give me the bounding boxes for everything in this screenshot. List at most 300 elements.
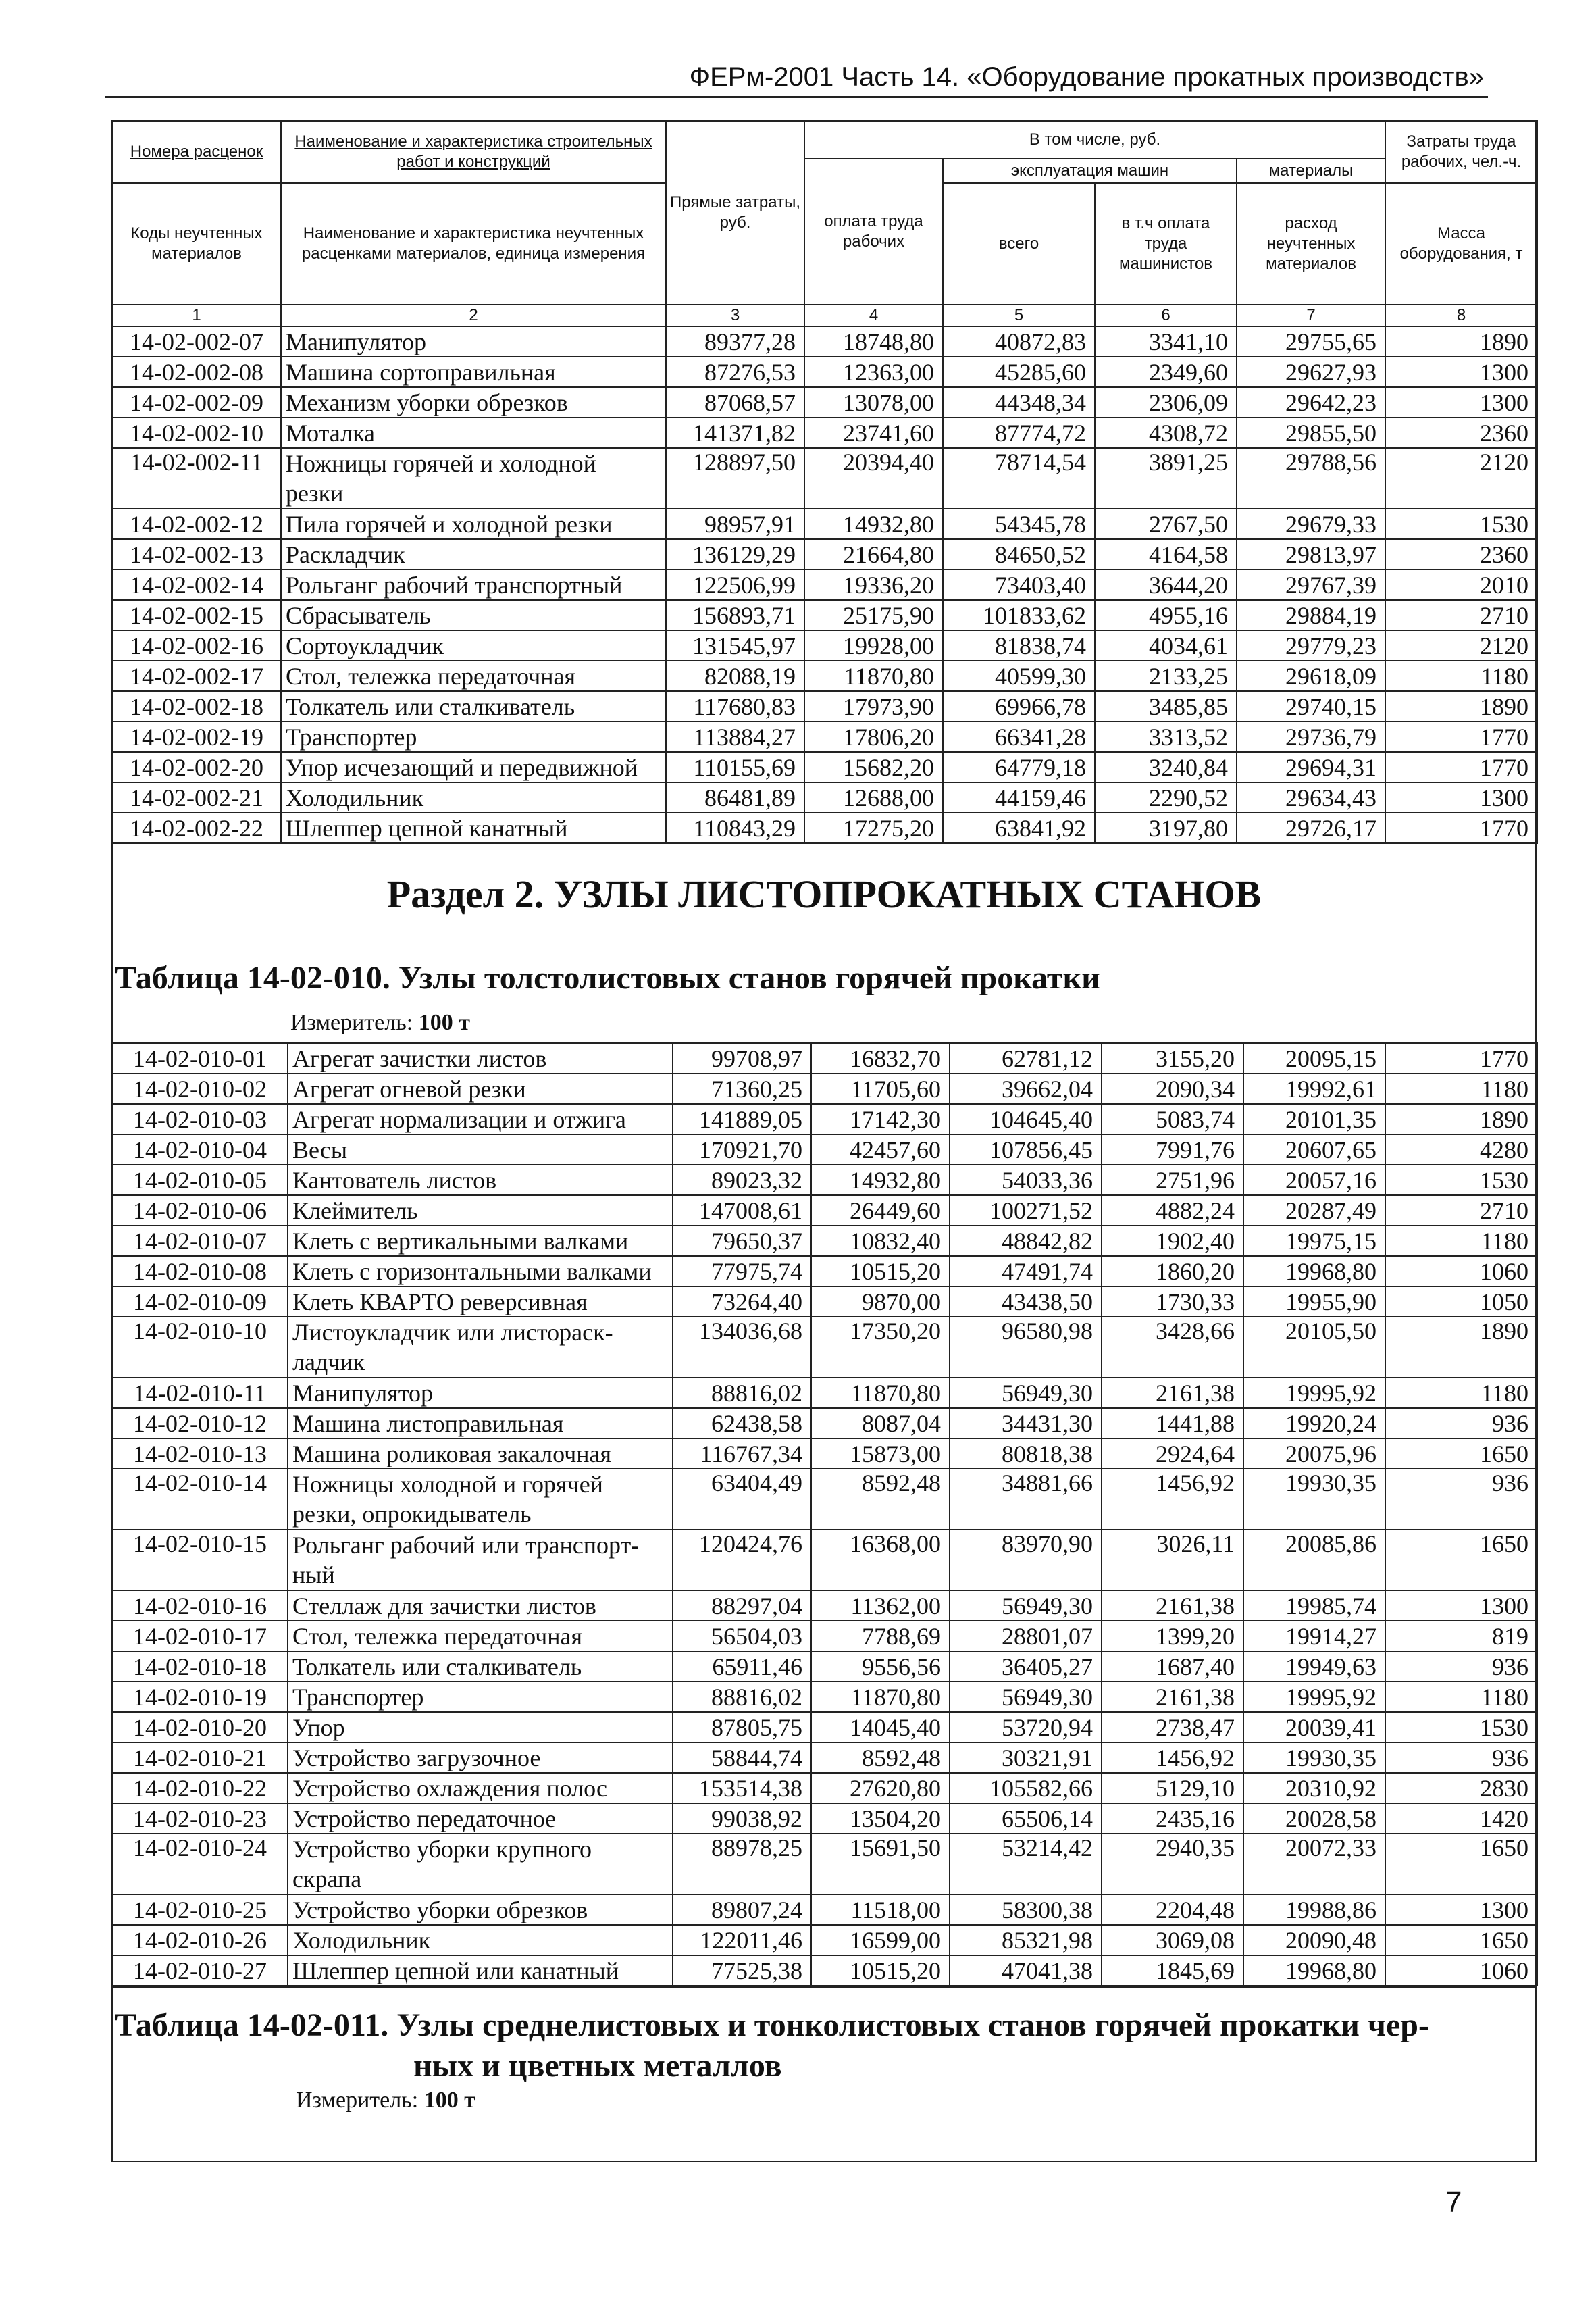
running-header <box>105 58 1488 98</box>
labor-pay-cell: 19928,00 <box>804 630 943 661</box>
machines-total-cell: 104645,40 <box>950 1104 1102 1134</box>
labor-hours-cell: 1530 <box>1385 1712 1537 1742</box>
labor-hours-cell: 1180 <box>1385 661 1537 691</box>
labor-pay-cell: 15873,00 <box>811 1438 950 1469</box>
rates-table-main <box>111 120 1538 844</box>
machines-total-cell: 48842,82 <box>950 1226 1102 1256</box>
machinist-pay-cell: 1399,20 <box>1102 1621 1243 1651</box>
machines-total-cell: 101833,62 <box>943 600 1095 630</box>
labor-hours-cell: 1300 <box>1385 357 1537 387</box>
direct-costs-cell: 82088,19 <box>666 661 804 691</box>
machinist-pay-cell: 2161,38 <box>1102 1378 1243 1408</box>
machines-total-cell: 80818,38 <box>950 1438 1102 1469</box>
machines-total-cell: 62781,12 <box>950 1043 1102 1074</box>
work-name-cell: Сортоукладчик <box>281 630 666 661</box>
col5-header: всего <box>943 183 1095 305</box>
direct-costs-cell: 170921,70 <box>673 1134 811 1165</box>
labor-hours-cell: 1650 <box>1385 1530 1537 1590</box>
labor-hours-cell: 1530 <box>1385 509 1537 539</box>
direct-costs-cell: 120424,76 <box>673 1530 811 1590</box>
labor-pay-cell: 17275,20 <box>804 813 943 843</box>
materials-usage-cell: 29726,17 <box>1237 813 1385 843</box>
materials-usage-cell: 29642,23 <box>1237 387 1385 418</box>
table-row <box>112 1590 1537 1621</box>
materials-usage-cell: 19985,74 <box>1243 1590 1385 1621</box>
work-name-cell: Моталка <box>281 418 666 448</box>
materials-header: материалы <box>1237 159 1385 183</box>
materials-usage-cell: 19988,86 <box>1243 1894 1385 1925</box>
labor-hours-cell: 936 <box>1385 1469 1537 1530</box>
rate-code-cell: 14-02-010-15 <box>112 1530 288 1590</box>
materials-usage-cell: 29740,15 <box>1237 691 1385 722</box>
machinist-pay-cell: 2435,16 <box>1102 1803 1243 1834</box>
rate-code-cell: 14-02-010-07 <box>112 1226 288 1256</box>
labor-hours-cell: 4280 <box>1385 1134 1537 1165</box>
machines-total-cell: 53214,42 <box>950 1834 1102 1894</box>
col1-header-bottom: Коды неучтенных материалов <box>112 183 281 305</box>
materials-usage-cell: 20090,48 <box>1243 1925 1385 1955</box>
machines-total-cell: 66341,28 <box>943 722 1095 752</box>
table-14-02-010 <box>111 1042 1538 1986</box>
work-name-cell: Устройство загрузочное <box>288 1742 673 1773</box>
machines-total-cell: 85321,98 <box>950 1925 1102 1955</box>
machines-total-cell: 81838,74 <box>943 630 1095 661</box>
rate-code-cell: 14-02-002-08 <box>112 357 281 387</box>
machines-total-cell: 56949,30 <box>950 1378 1102 1408</box>
labor-hours-cell: 1180 <box>1385 1378 1537 1408</box>
machinist-pay-cell: 1687,40 <box>1102 1651 1243 1682</box>
direct-costs-cell: 99038,92 <box>673 1803 811 1834</box>
table-row <box>112 1165 1537 1195</box>
machines-total-cell: 39662,04 <box>950 1074 1102 1104</box>
machinist-pay-cell: 2751,96 <box>1102 1165 1243 1195</box>
rate-code-cell: 14-02-002-12 <box>112 509 281 539</box>
rate-code-cell: 14-02-010-17 <box>112 1621 288 1651</box>
materials-usage-cell: 19930,35 <box>1243 1742 1385 1773</box>
direct-costs-cell: 71360,25 <box>673 1074 811 1104</box>
work-name-cell: Раскладчик <box>281 539 666 570</box>
machinist-pay-cell: 3155,20 <box>1102 1043 1243 1074</box>
work-name-cell: Ножницы горячей и холодной резки <box>281 448 666 509</box>
rate-code-cell: 14-02-010-06 <box>112 1195 288 1226</box>
machines-total-cell: 34431,30 <box>950 1408 1102 1438</box>
group-header: В том числе, руб. <box>804 121 1385 159</box>
labor-hours-cell: 1300 <box>1385 782 1537 813</box>
machinist-pay-cell: 3069,08 <box>1102 1925 1243 1955</box>
machinist-pay-cell: 4164,58 <box>1095 539 1237 570</box>
materials-usage-cell: 29884,19 <box>1237 600 1385 630</box>
work-name-cell: Рольганг рабочий или транспорт-ный <box>288 1530 673 1590</box>
machinist-pay-cell: 2767,50 <box>1095 509 1237 539</box>
work-name-cell: Устройство уборки обрезков <box>288 1894 673 1925</box>
labor-hours-cell: 819 <box>1385 1621 1537 1651</box>
machines-total-cell: 45285,60 <box>943 357 1095 387</box>
materials-usage-cell: 20085,86 <box>1243 1530 1385 1590</box>
machinist-pay-cell: 2290,52 <box>1095 782 1237 813</box>
table-row <box>112 1226 1537 1256</box>
labor-hours-cell: 2120 <box>1385 448 1537 509</box>
labor-pay-cell: 12363,00 <box>804 357 943 387</box>
machines-total-cell: 107856,45 <box>950 1134 1102 1165</box>
work-name-cell: Толкатель или сталкиватель <box>281 691 666 722</box>
table-c-bottom-rule <box>111 2161 1537 2162</box>
labor-hours-cell: 936 <box>1385 1408 1537 1438</box>
labor-pay-cell: 16599,00 <box>811 1925 950 1955</box>
materials-usage-cell: 20287,49 <box>1243 1195 1385 1226</box>
running-title: ФЕРм-2001 Часть 14. «Оборудование прокатных производств» <box>689 62 1484 92</box>
materials-usage-cell: 20095,15 <box>1243 1043 1385 1074</box>
rate-code-cell: 14-02-002-11 <box>112 448 281 509</box>
rate-code-cell: 14-02-002-17 <box>112 661 281 691</box>
materials-usage-cell: 19995,92 <box>1243 1682 1385 1712</box>
machines-total-cell: 28801,07 <box>950 1621 1102 1651</box>
materials-usage-cell: 19968,80 <box>1243 1256 1385 1286</box>
labor-pay-cell: 42457,60 <box>811 1134 950 1165</box>
machines-total-cell: 47041,38 <box>950 1955 1102 1986</box>
direct-costs-cell: 88816,02 <box>673 1682 811 1712</box>
direct-costs-cell: 62438,58 <box>673 1408 811 1438</box>
direct-costs-cell: 65911,46 <box>673 1651 811 1682</box>
machinist-pay-cell: 5129,10 <box>1102 1773 1243 1803</box>
machines-total-cell: 63841,92 <box>943 813 1095 843</box>
table-row <box>112 539 1537 570</box>
machinist-pay-cell: 4034,61 <box>1095 630 1237 661</box>
machinist-pay-cell: 2133,25 <box>1095 661 1237 691</box>
work-name-cell: Агрегат нормализации и отжига <box>288 1104 673 1134</box>
labor-pay-cell: 27620,80 <box>811 1773 950 1803</box>
rate-code-cell: 14-02-010-24 <box>112 1834 288 1894</box>
machines-total-cell: 40599,30 <box>943 661 1095 691</box>
work-name-cell: Агрегат огневой резки <box>288 1074 673 1104</box>
labor-hours-cell: 2120 <box>1385 630 1537 661</box>
labor-pay-cell: 9870,00 <box>811 1286 950 1317</box>
machines-total-cell: 56949,30 <box>950 1590 1102 1621</box>
work-name-cell: Упор исчезающий и передвижной <box>281 752 666 782</box>
materials-usage-cell: 29694,31 <box>1237 752 1385 782</box>
table-row <box>112 1104 1537 1134</box>
machines-total-cell: 40872,83 <box>943 326 1095 357</box>
materials-usage-cell: 29755,65 <box>1237 326 1385 357</box>
table-row <box>112 1834 1537 1894</box>
labor-hours-cell: 1770 <box>1385 813 1537 843</box>
rate-code-cell: 14-02-010-10 <box>112 1317 288 1378</box>
machines-total-cell: 56949,30 <box>950 1682 1102 1712</box>
labor-pay-cell: 15682,20 <box>804 752 943 782</box>
machinist-pay-cell: 3644,20 <box>1095 570 1237 600</box>
col7-header: расход неучтенных материалов <box>1237 183 1385 305</box>
machinist-pay-cell: 3026,11 <box>1102 1530 1243 1590</box>
machines-total-cell: 64779,18 <box>943 752 1095 782</box>
materials-usage-cell: 29813,97 <box>1237 539 1385 570</box>
direct-costs-cell: 58844,74 <box>673 1742 811 1773</box>
labor-pay-cell: 11518,00 <box>811 1894 950 1925</box>
materials-usage-cell: 20310,92 <box>1243 1773 1385 1803</box>
work-name-cell: Пила горячей и холодной резки <box>281 509 666 539</box>
work-name-cell: Шлеппер цепной или канатный <box>288 1955 673 1986</box>
rate-code-cell: 14-02-010-02 <box>112 1074 288 1104</box>
materials-usage-cell: 29627,93 <box>1237 357 1385 387</box>
work-name-cell: Шлеппер цепной канатный <box>281 813 666 843</box>
machinist-pay-cell: 1902,40 <box>1102 1226 1243 1256</box>
direct-costs-cell: 86481,89 <box>666 782 804 813</box>
labor-hours-cell: 1650 <box>1385 1925 1537 1955</box>
materials-usage-cell: 19949,63 <box>1243 1651 1385 1682</box>
col4-header: оплата труда рабочих <box>804 159 943 305</box>
labor-hours-cell: 1180 <box>1385 1226 1537 1256</box>
machines-total-cell: 54345,78 <box>943 509 1095 539</box>
direct-costs-cell: 88816,02 <box>673 1378 811 1408</box>
table-row <box>112 1894 1537 1925</box>
rate-code-cell: 14-02-010-01 <box>112 1043 288 1074</box>
table-row <box>112 1712 1537 1742</box>
materials-usage-cell: 29779,23 <box>1237 630 1385 661</box>
col3-header: Прямые затраты, руб. <box>666 121 804 305</box>
rate-code-cell: 14-02-002-18 <box>112 691 281 722</box>
labor-pay-cell: 11870,80 <box>804 661 943 691</box>
labor-pay-cell: 11362,00 <box>811 1590 950 1621</box>
labor-pay-cell: 15691,50 <box>811 1834 950 1894</box>
table-c-title-line1: Таблица 14-02-011. Узлы среднелистовых и тонколистовых станов горячей прокатки чер- <box>115 2007 1429 2043</box>
rate-code-cell: 14-02-002-16 <box>112 630 281 661</box>
labor-hours-cell: 1770 <box>1385 1043 1537 1074</box>
materials-usage-cell: 19992,61 <box>1243 1074 1385 1104</box>
table-row <box>112 1256 1537 1286</box>
direct-costs-cell: 131545,97 <box>666 630 804 661</box>
machines-total-cell: 44159,46 <box>943 782 1095 813</box>
work-name-cell: Машина листоправильная <box>288 1408 673 1438</box>
work-name-cell: Стол, тележка передаточная <box>288 1621 673 1651</box>
labor-pay-cell: 14932,80 <box>811 1165 950 1195</box>
labor-pay-cell: 21664,80 <box>804 539 943 570</box>
direct-costs-cell: 89023,32 <box>673 1165 811 1195</box>
work-name-cell: Весы <box>288 1134 673 1165</box>
rate-code-cell: 14-02-002-13 <box>112 539 281 570</box>
machinist-pay-cell: 2306,09 <box>1095 387 1237 418</box>
direct-costs-cell: 153514,38 <box>673 1773 811 1803</box>
machines-total-cell: 96580,98 <box>950 1317 1102 1378</box>
machinist-pay-cell: 4955,16 <box>1095 600 1237 630</box>
materials-usage-cell: 20057,16 <box>1243 1165 1385 1195</box>
rate-code-cell: 14-02-002-07 <box>112 326 281 357</box>
machines-total-cell: 30321,91 <box>950 1742 1102 1773</box>
machinist-pay-cell: 2940,35 <box>1102 1834 1243 1894</box>
table-row <box>112 509 1537 539</box>
labor-pay-cell: 8592,48 <box>811 1469 950 1530</box>
machines-total-cell: 87774,72 <box>943 418 1095 448</box>
work-name-cell: Клеймитель <box>288 1195 673 1226</box>
rate-code-cell: 14-02-010-26 <box>112 1925 288 1955</box>
work-name-cell: Холодильник <box>288 1925 673 1955</box>
rate-code-cell: 14-02-010-16 <box>112 1590 288 1621</box>
machinist-pay-cell: 4308,72 <box>1095 418 1237 448</box>
labor-pay-cell: 25175,90 <box>804 600 943 630</box>
labor-hours-cell: 2710 <box>1385 1195 1537 1226</box>
labor-hours-cell: 1060 <box>1385 1955 1537 1986</box>
materials-usage-cell: 19968,80 <box>1243 1955 1385 1986</box>
table-row <box>112 782 1537 813</box>
materials-usage-cell: 29679,33 <box>1237 509 1385 539</box>
direct-costs-cell: 89377,28 <box>666 326 804 357</box>
table-row <box>112 722 1537 752</box>
work-name-cell: Транспортер <box>288 1682 673 1712</box>
rate-code-cell: 14-02-010-04 <box>112 1134 288 1165</box>
direct-costs-cell: 141371,82 <box>666 418 804 448</box>
labor-hours-cell: 1650 <box>1385 1438 1537 1469</box>
rate-code-cell: 14-02-002-09 <box>112 387 281 418</box>
labor-pay-cell: 16832,70 <box>811 1043 950 1074</box>
table-row <box>112 357 1537 387</box>
materials-usage-cell: 20105,50 <box>1243 1317 1385 1378</box>
rate-code-cell: 14-02-002-15 <box>112 600 281 630</box>
rate-code-cell: 14-02-002-21 <box>112 782 281 813</box>
machinist-pay-cell: 2349,60 <box>1095 357 1237 387</box>
labor-pay-cell: 23741,60 <box>804 418 943 448</box>
labor-pay-cell: 18748,80 <box>804 326 943 357</box>
machinist-pay-cell: 5083,74 <box>1102 1104 1243 1134</box>
table-row <box>112 1621 1537 1651</box>
table-row <box>112 1043 1537 1074</box>
table-row <box>112 661 1537 691</box>
table-row <box>112 1438 1537 1469</box>
labor-hours-cell: 1890 <box>1385 1317 1537 1378</box>
materials-usage-cell: 20101,35 <box>1243 1104 1385 1134</box>
machinist-pay-cell: 2204,48 <box>1102 1894 1243 1925</box>
table-row <box>112 326 1537 357</box>
machines-total-cell: 73403,40 <box>943 570 1095 600</box>
work-name-cell: Манипулятор <box>288 1378 673 1408</box>
machinist-pay-cell: 3313,52 <box>1095 722 1237 752</box>
table-row <box>112 1773 1537 1803</box>
direct-costs-cell: 110155,69 <box>666 752 804 782</box>
labor-pay-cell: 8087,04 <box>811 1408 950 1438</box>
direct-costs-cell: 117680,83 <box>666 691 804 722</box>
machines-total-cell: 54033,36 <box>950 1165 1102 1195</box>
machinist-pay-cell: 1441,88 <box>1102 1408 1243 1438</box>
rate-code-cell: 14-02-010-23 <box>112 1803 288 1834</box>
labor-pay-cell: 7788,69 <box>811 1621 950 1651</box>
machines-total-cell: 43438,50 <box>950 1286 1102 1317</box>
col2-header-top: Наименование и характеристика строительных работ и конструкций <box>281 121 666 183</box>
work-name-cell: Упор <box>288 1712 673 1742</box>
direct-costs-cell: 99708,97 <box>673 1043 811 1074</box>
machines-total-cell: 100271,52 <box>950 1195 1102 1226</box>
page-number: 7 <box>1445 2186 1462 2219</box>
rate-code-cell: 14-02-010-19 <box>112 1682 288 1712</box>
labor-hours-cell: 2830 <box>1385 1773 1537 1803</box>
rate-code-cell: 14-02-010-11 <box>112 1378 288 1408</box>
labor-hours-cell: 1770 <box>1385 722 1537 752</box>
work-name-cell: Кантователь листов <box>288 1165 673 1195</box>
table-row <box>112 1651 1537 1682</box>
work-name-cell: Листоукладчик или листораск-ладчик <box>288 1317 673 1378</box>
work-name-cell: Холодильник <box>281 782 666 813</box>
labor-pay-cell: 17142,30 <box>811 1104 950 1134</box>
machines-total-cell: 58300,38 <box>950 1894 1102 1925</box>
rate-code-cell: 14-02-002-20 <box>112 752 281 782</box>
table-row <box>112 1682 1537 1712</box>
labor-pay-cell: 10832,40 <box>811 1226 950 1256</box>
machines-total-cell: 83970,90 <box>950 1530 1102 1590</box>
machines-total-cell: 105582,66 <box>950 1773 1102 1803</box>
rate-code-cell: 14-02-010-09 <box>112 1286 288 1317</box>
labor-hours-cell: 1050 <box>1385 1286 1537 1317</box>
machinist-pay-cell: 2090,34 <box>1102 1074 1243 1104</box>
col1-header-top: Номера расценок <box>112 121 281 183</box>
labor-hours-cell: 2710 <box>1385 600 1537 630</box>
materials-usage-cell: 20607,65 <box>1243 1134 1385 1165</box>
rate-code-cell: 14-02-010-05 <box>112 1165 288 1195</box>
rate-code-cell: 14-02-010-12 <box>112 1408 288 1438</box>
table-row <box>112 570 1537 600</box>
machines-total-cell: 53720,94 <box>950 1712 1102 1742</box>
machines-total-cell: 84650,52 <box>943 539 1095 570</box>
machinist-pay-cell: 7991,76 <box>1102 1134 1243 1165</box>
materials-usage-cell: 29736,79 <box>1237 722 1385 752</box>
labor-hours-cell: 2360 <box>1385 418 1537 448</box>
direct-costs-cell: 88297,04 <box>673 1590 811 1621</box>
machinist-pay-cell: 1456,92 <box>1102 1742 1243 1773</box>
table-b-meter: Измеритель: 100 т <box>290 1010 470 1035</box>
materials-usage-cell: 20039,41 <box>1243 1712 1385 1742</box>
table-row <box>112 630 1537 661</box>
machinist-pay-cell: 1845,69 <box>1102 1955 1243 1986</box>
machinist-pay-cell: 1456,92 <box>1102 1469 1243 1530</box>
labor-pay-cell: 17973,90 <box>804 691 943 722</box>
labor-hours-cell: 936 <box>1385 1742 1537 1773</box>
labor-hours-cell: 1060 <box>1385 1256 1537 1286</box>
work-name-cell: Рольганг рабочий транспортный <box>281 570 666 600</box>
machines-total-cell: 65506,14 <box>950 1803 1102 1834</box>
rate-code-cell: 14-02-010-18 <box>112 1651 288 1682</box>
materials-usage-cell: 19975,15 <box>1243 1226 1385 1256</box>
machinist-pay-cell: 2161,38 <box>1102 1682 1243 1712</box>
table-row <box>112 691 1537 722</box>
labor-hours-cell: 1770 <box>1385 752 1537 782</box>
materials-usage-cell: 29855,50 <box>1237 418 1385 448</box>
work-name-cell: Стол, тележка передаточная <box>281 661 666 691</box>
section-title: Раздел 2. УЗЛЫ ЛИСТОПРОКАТНЫХ СТАНОВ <box>386 872 1262 916</box>
machinist-pay-cell: 3891,25 <box>1095 448 1237 509</box>
direct-costs-cell: 63404,49 <box>673 1469 811 1530</box>
machinist-pay-cell: 1730,33 <box>1102 1286 1243 1317</box>
table-row <box>112 1955 1537 1986</box>
materials-usage-cell: 29767,39 <box>1237 570 1385 600</box>
direct-costs-cell: 79650,37 <box>673 1226 811 1256</box>
table-c-top-rule <box>111 1986 1537 1988</box>
direct-costs-cell: 77525,38 <box>673 1955 811 1986</box>
work-name-cell: Клеть с горизонтальными валками <box>288 1256 673 1286</box>
labor-pay-cell: 11705,60 <box>811 1074 950 1104</box>
work-name-cell: Сбрасыватель <box>281 600 666 630</box>
direct-costs-cell: 77975,74 <box>673 1256 811 1286</box>
column-numbers-row: 1 2 3 4 5 6 7 8 <box>112 305 1537 326</box>
work-name-cell: Клеть с вертикальными валками <box>288 1226 673 1256</box>
direct-costs-cell: 141889,05 <box>673 1104 811 1134</box>
col8-header-top: Затраты труда рабочих, чел.-ч. <box>1385 121 1537 183</box>
direct-costs-cell: 87805,75 <box>673 1712 811 1742</box>
table-row <box>112 1469 1537 1530</box>
materials-usage-cell: 29788,56 <box>1237 448 1385 509</box>
table-row <box>112 1286 1537 1317</box>
materials-usage-cell: 20072,33 <box>1243 1834 1385 1894</box>
direct-costs-cell: 122506,99 <box>666 570 804 600</box>
machines-total-cell: 36405,27 <box>950 1651 1102 1682</box>
work-name-cell: Толкатель или сталкиватель <box>288 1651 673 1682</box>
table-row <box>112 1925 1537 1955</box>
labor-hours-cell: 1890 <box>1385 1104 1537 1134</box>
table-row <box>112 752 1537 782</box>
direct-costs-cell: 122011,46 <box>673 1925 811 1955</box>
